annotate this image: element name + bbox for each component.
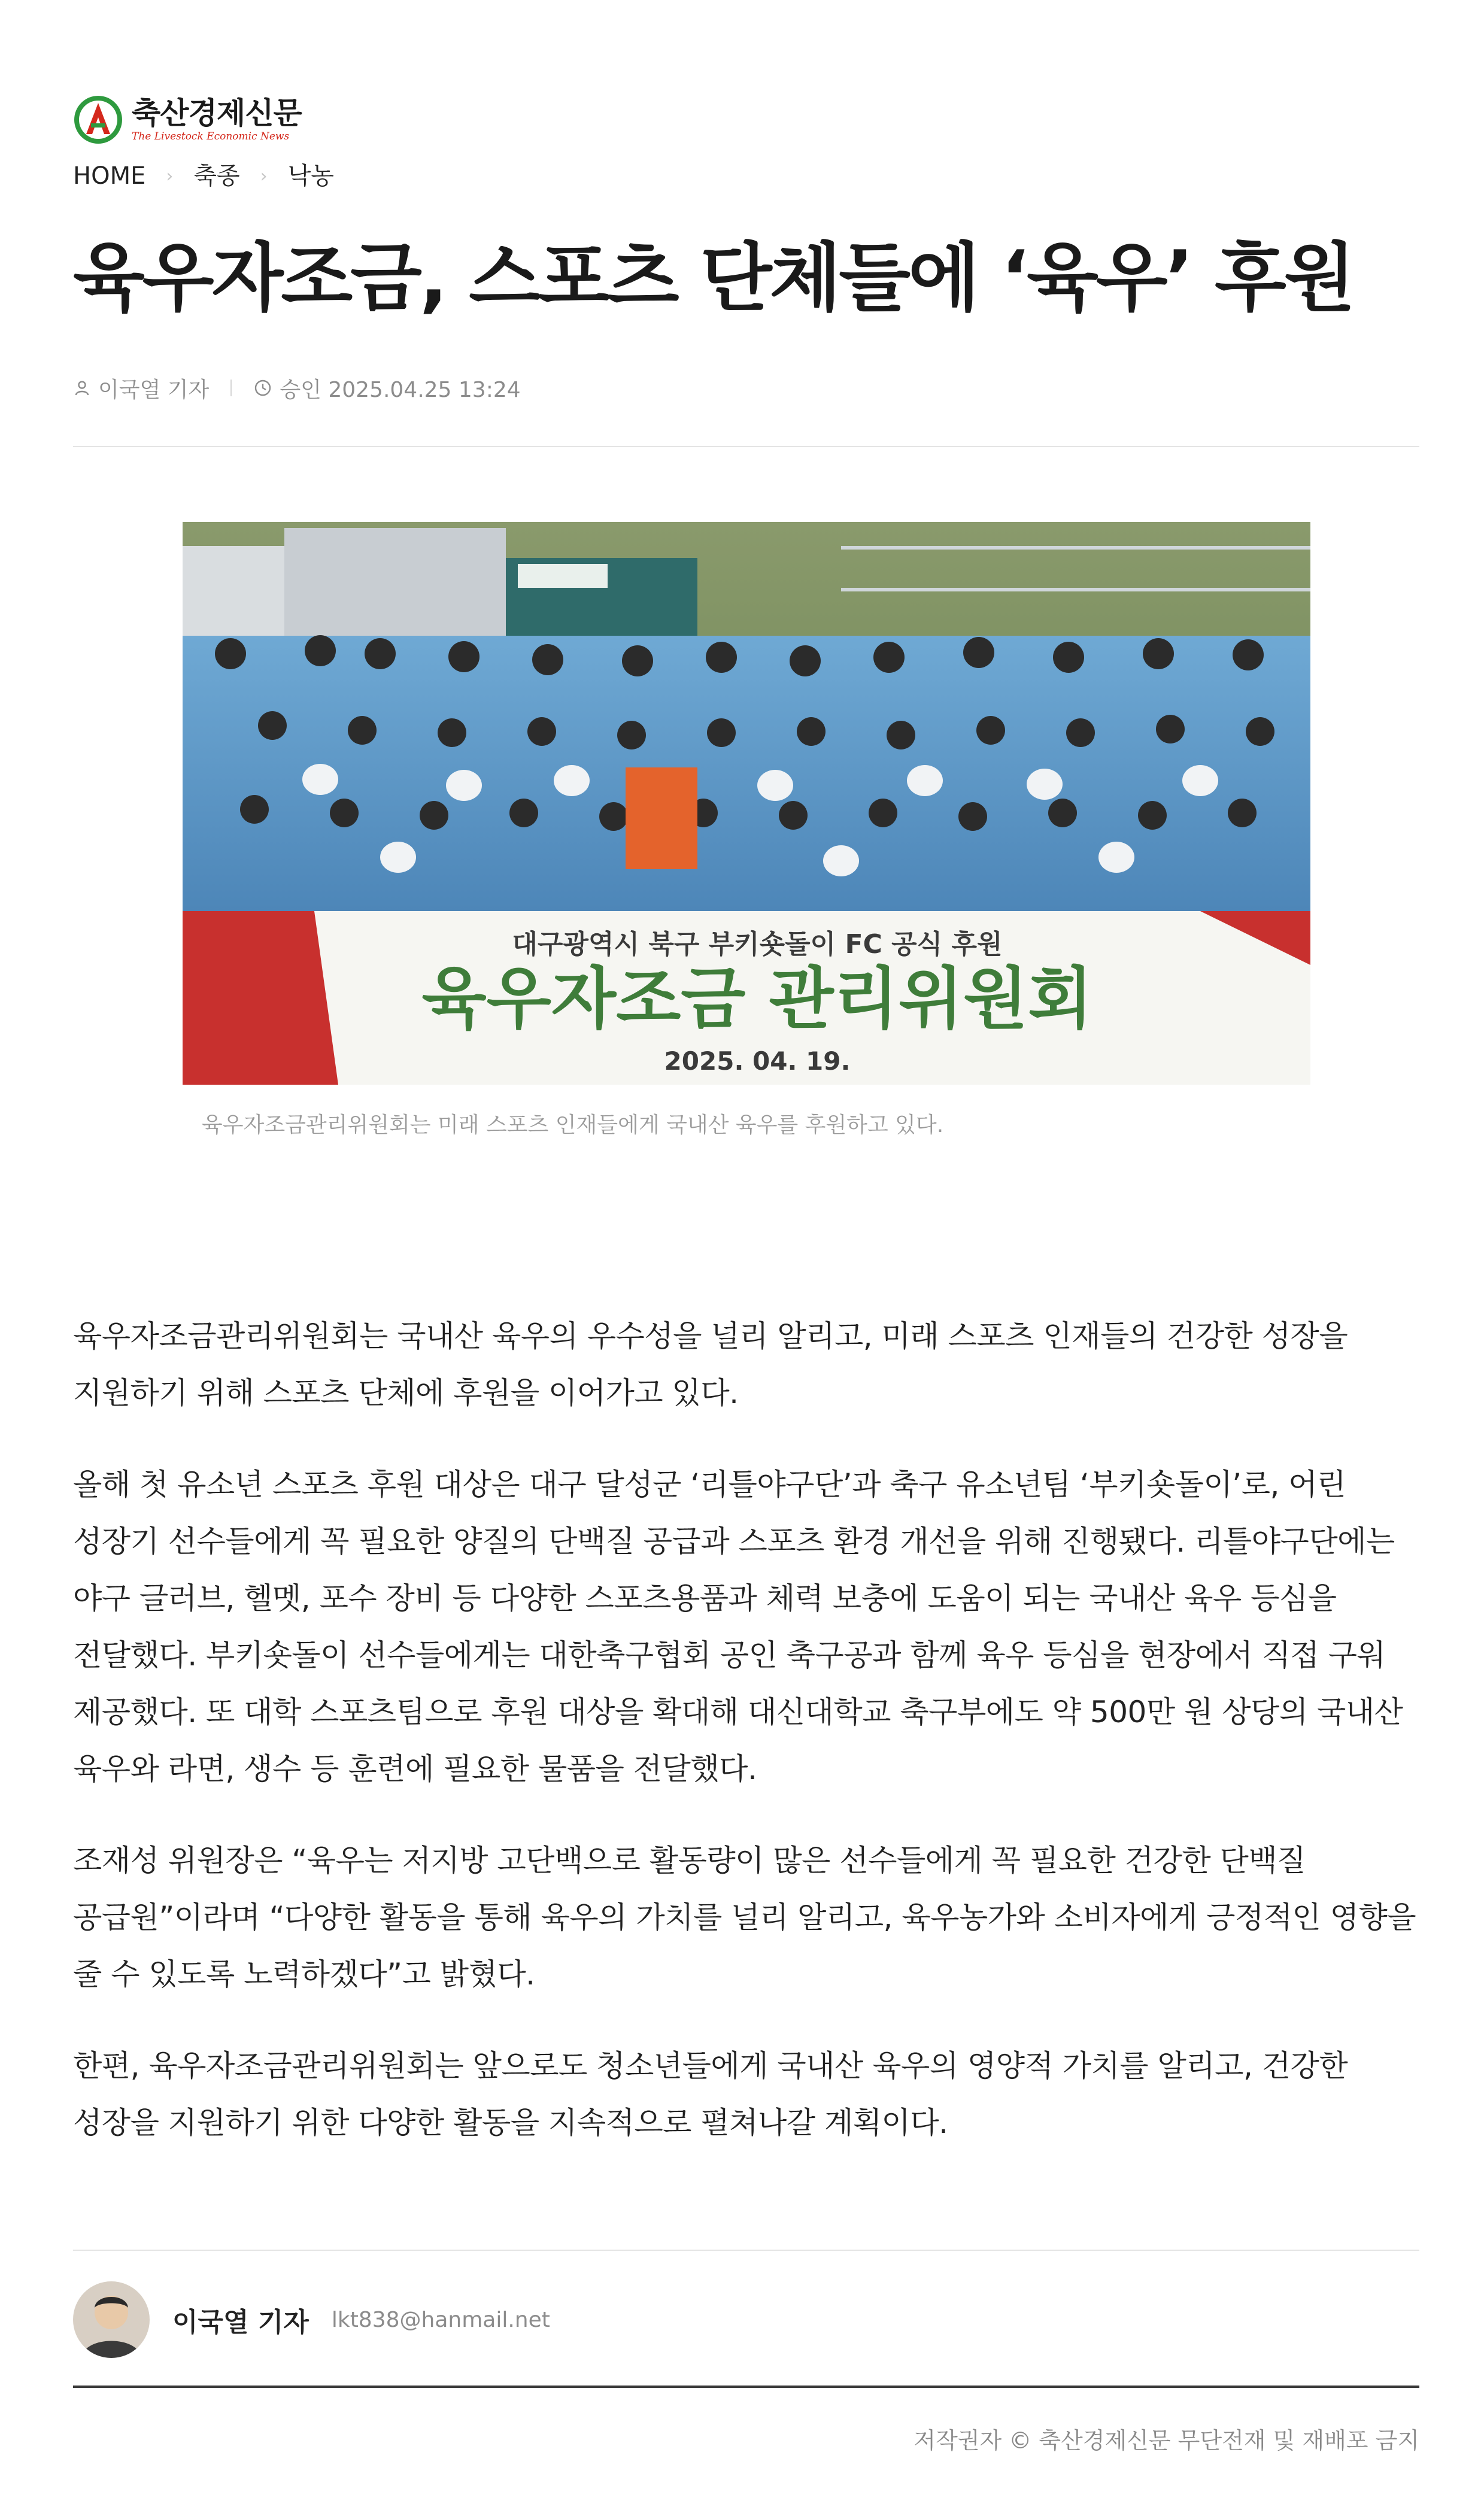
breadcrumb-subcategory[interactable]: 낙농 [287,162,334,190]
author-email[interactable]: lkt838@hanmail.net [331,2307,550,2332]
logo-mark-icon [73,95,123,145]
logo-subtitle: The Livestock Economic News [132,130,290,142]
breadcrumb [73,157,334,195]
person-icon [73,379,91,397]
breadcrumb-home[interactable]: HOME [73,162,146,190]
author-name[interactable]: 이국열 기자 [172,2307,309,2338]
article-paragraph: 한편, 육우자조금관리위원회는 앞으로도 청소년들에게 국내산 육우의 영양적 가치를 알리고, 건강한 성장을 지원하기 위한 다양한 활동을 지속적으로 펼쳐나갈 계획이다. [73,2048,1348,2140]
article-approved-date: 승인 2025.04.25 13:24 [280,377,521,402]
article-author[interactable]: 이국열 기자 [98,377,210,402]
article-photo[interactable] [183,522,1310,1085]
footer-divider [73,2386,1419,2388]
site-logo[interactable] [73,90,302,150]
photo-banner-date: 2025. 04. 19. [664,1046,851,1076]
author-box [73,2281,550,2359]
photo-banner-line2: 육우자조금 관리위원회 [421,960,1093,1038]
article-title: 육우자조금, 스포츠 단체들에 ‘육우’ 후원 [73,235,1353,321]
photo-banner-line1: 대구광역시 북구 부키숏돌이 FC 공식 후원 [512,929,1003,960]
avatar[interactable] [73,2281,150,2358]
breadcrumb-category[interactable]: 축종 [193,162,240,190]
article-paragraph: 조재성 위원장은 “육우는 저지방 고단백으로 활동량이 많은 선수들에게 꼭 필요한 건강한 단백질 공급원”이라며 “다양한 활동을 통해 육우의 가치를 널리 알리고, 육우농가와 소비자에게 긍정적인 영향을 줄 수 있도록 노력하겠다”고 밝혔다. [73,1843,1416,1992]
chevron-right-icon: › [260,165,268,187]
photo-caption: 육우자조금관리위원회는 미래 스포츠 인재들에게 국내산 육우를 후원하고 있다. [202,1113,944,1137]
article-paragraph: 육우자조금관리위원회는 국내산 육우의 우수성을 널리 알리고, 미래 스포츠 인재들의 건강한 성장을 지원하기 위해 스포츠 단체에 후원을 이어가고 있다. [73,1319,1348,1410]
article-paragraph: 올해 첫 유소년 스포츠 후원 대상은 대구 달성군 ‘리틀야구단’과 축구 유소년팀 ‘부키숏돌이’로, 어린 성장기 선수들에게 꼭 필요한 양질의 단백질 공급과 스포츠 환경 개선을 위해 진행됐다. 리틀야구단에는 야구 글러브, 헬멧, 포수 장비 등 다양한 스포츠용품과 체력 보충에 도움이 되는 국내산 육우 등심을 전달했다. 부키숏돌이 선수들에게는 대한축구협회 공인 축구공과 함께 육우 등심을 현장에서 직접 구워 제공했다. 또 대학 스포츠팀으로 후원 대상을 확대해 대신대학교 축구부에도 약 500만 원 상당의 국내산 육우와 라면, 생수 등 훈련에 필요한 물품을 전달했다. [73,1467,1403,1786]
meta-divider [230,380,232,396]
author-divider [73,2250,1419,2251]
chevron-right-icon: › [166,165,174,187]
article-meta [73,371,521,405]
article-body [73,1308,1419,2186]
header-divider [73,446,1419,447]
copyright-notice: 저작권자 © 축산경제신문 무단전재 및 재배포 금지 [914,2427,1419,2454]
logo-text [132,96,302,143]
clock-icon [253,378,272,397]
logo-title: 축산경제신문 [132,96,302,130]
